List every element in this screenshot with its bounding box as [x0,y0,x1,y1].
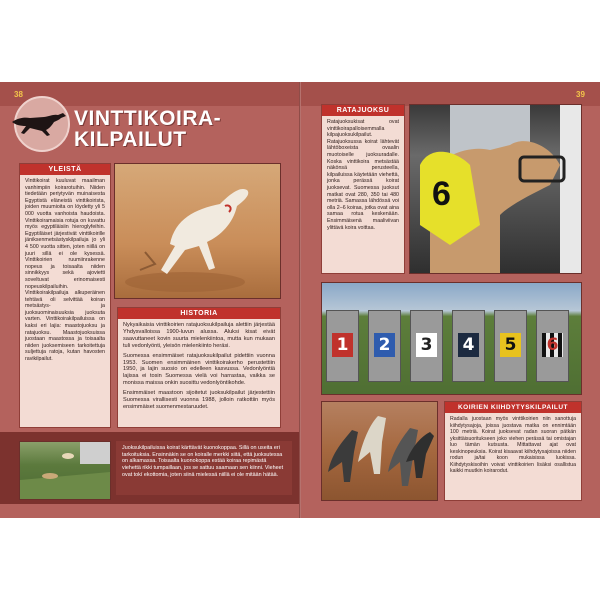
ratajuoksu-box [321,104,405,274]
left-page-number: 38 [14,90,23,99]
ratajuoksu-text: Ratajuoksukisat ovat vinttikoirapalloisemmalla kilpajuoksukilpailut. Ratajuoksussa koirat lähtevät lähtöboxeista ovaalin muotoiselle juoksuradalle. Koska vinttikoira metsästää näkönsä perusteella, kilpailuissa käytetään viehettä, jonka perässä koirat juoksevat. Suomessa juoksut matkat ovat 280, 350 tai 480 metriä. Samassa lähdössä voi olla 2–6 koiraa, jotka ovat aina samaa rotua keskenään. Ensimmäisenä maaliviivan ylittävä koira voittaa. [327,119,399,231]
track-race-photo [19,441,111,500]
muzzle-caption: Juoksukilpailuissa koirat kärttävät kuonokoppaa. Sillä on useita eri tarkoituksia. Ensinnäkin se on koiralle merkki siitä, että juoksutessa on alkamassa. Toisaalta kuonokoppa estää koiraa repimästä viehettä rikki tumpaillaan, jos se sattuu saamaan sen kiinni. Vieheet ovat tokí ekottomia, joten siinä mielessä niillä ei ole mitään hätää. [116,441,292,495]
page-spine [299,82,301,518]
gate-number-6: 6 [542,333,563,357]
right-page-number: 39 [576,90,585,99]
svg-text:6: 6 [432,175,451,213]
yleista-heading: YLEISTÄ [20,164,110,175]
gate-number-5: 5 [500,333,521,357]
gate-number-3: 3 [416,333,437,357]
yleista-box [19,163,111,428]
yleista-text: Vinttikoirat kuuluvat maailman vanhimpiin koirarotuihin. Niiden tiedetään periytyvän muinaisesta Egyptistä eläneistä vinttikoirista, joiden muumioita on löydetty yli 5 000 vuotta vanhoista haudoista. Vinttikoiramaisia rotuja on kuvattu myös egyptiläisiin hieroglyfeihin. Egyptiläiset järjestivät vinttikoirille jäniksenmetsästyskilpailuja jo yli 4 500 vuotta sitten, joten niillä on juuri sillä ei ole kysessä. Vinttikoirien ruumiinrakenne nopeus ja toisaalta niiden sinnikkyys sekä ajovietti soveltuvat erinomaisesti nopeuskilpailuihin. Vinttikoirakilpailuja alkuperäinen tehtävä oli selvittää koiran metsästys- ja juoksuominaisuuksia juoksuta varten. Vinttikoirakilpailuissa on kaksi eri lajia: maastojuoksu ja ratajuoksu. Maastojuoksuissa juostaan maastossa ja toisaalta niiden juoksemiseen tarkoitettuja suljettuja ratoja, kutan havosten ravikilpailut. [25,178,105,363]
page-title [74,108,221,150]
gate-number-1: 1 [332,333,353,357]
right-page-header-band [301,82,600,106]
running-greyhound-photo [114,163,281,299]
kiihdytys-box [444,401,582,501]
starting-gate-6 [536,310,569,382]
greyhound-silhouette-icon [10,108,68,138]
historia-heading: HISTORIA [118,308,280,319]
starting-gate-1 [326,310,359,382]
historia-text-3: Ensimmäiset maastoon sijoitetut juoksukilpailut järjestettiin Suomessa virallisesti vuonna 1988, jolloin ratkottiin myös ensimmäiset suomenmestaruudet. [123,390,275,410]
kiihdytys-text: Radalla juostaan myös vinttikoirien niin sanottuja kiihdytysajoja, joissa juostava matka on ennimtään 100 metriä. Koirat juoksevat radan suoran pätkän yksittäisuoritukseen joko viehen perässä tai omistajan luo tämän kutsusta. Mittattavat ajat ovat keskinopeuksia. Koirat kisaavat kiihdytysajoissa niiden rodun ja/tai koon mukaisissa luokissa. Kiihdytyskisoihin voivat vinttikoirien lisäksi osallistua kaikki muutkin koirarodut. [450,416,576,474]
dogs-race-photo [321,401,438,501]
title-line-1: VINTTIKOIRA- [74,107,222,130]
historia-text-2: Suomessa ensimmäiset ratajuoksukilpailut pidettiin vuonna 1953. Suomen ensimmäinen vinttikoirakerho perustettiin 1950, ja lajin suosio on edelleen kasvussa. Vedonlyöntiä lajissa ei tosin Suomessa vielä voi harrastaa, vaikka se monissa maissa onkin suosittu vedonlyöntikohde. [123,352,275,387]
historia-text-1: Nykyaikaisia vinttikoirien ratajuoksukilpailuja alettiin järjestää Yhdysvalloissa 1900-luvun alussa. Aluksi kisat eivät saavuttaneet kovin suurta mielenkiintoa, mutta kun mukaan tuli vedonlyönti, yleisön mielenkiinto heräsi. [123,322,275,349]
ratajuoksu-heading: RATAJUOKSU [322,105,404,116]
historia-box [117,307,281,428]
kiihdytys-heading: KOIRIEN KIIHDYTYSKILPAILUT [445,402,581,413]
gate-number-4: 4 [458,333,479,357]
title-line-2: KILPAILUT [74,128,187,151]
gate-number-2: 2 [374,333,395,357]
starting-gate-4 [452,310,485,382]
muzzled-greyhound-photo [409,104,582,274]
starting-gate-2 [368,310,401,382]
starting-gate-3 [410,310,443,382]
starting-gate-5 [494,310,527,382]
